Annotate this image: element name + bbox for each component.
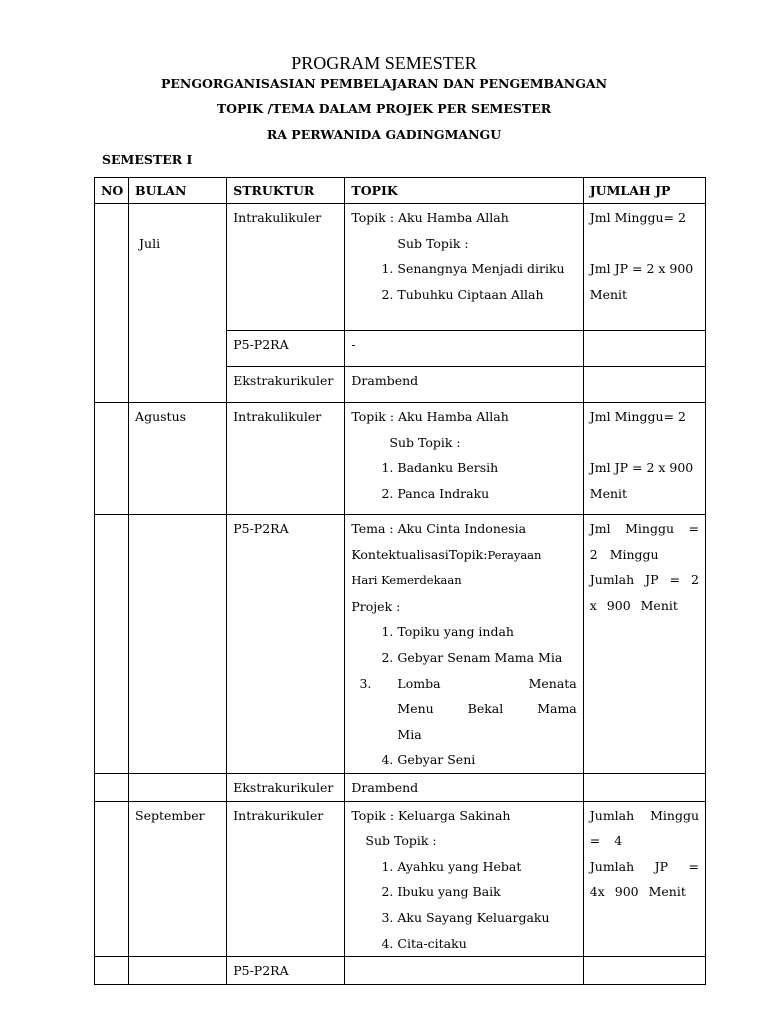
bulan-cell — [129, 957, 227, 985]
list-item: 2. Gebyar Senam Mama Mia — [397, 645, 576, 671]
sub-topik-label: Sub Topik : — [389, 434, 461, 450]
struktur-label: Ekstrakurikuler — [233, 373, 334, 388]
struktur-label: Ekstrakurikuler — [233, 779, 334, 795]
struktur-cell — [227, 331, 345, 367]
no-cell — [95, 204, 129, 403]
no-cell — [95, 957, 129, 985]
topik-text: Drambend — [351, 779, 419, 795]
header-topik: TOPIK — [345, 178, 583, 204]
semester-label: SEMESTER I — [102, 152, 193, 167]
no-cell — [95, 403, 129, 515]
table-row — [95, 773, 706, 801]
jumlah-jp-cell — [583, 957, 705, 985]
bulan-cell — [129, 773, 227, 801]
list-item: 3. Aku Sayang Keluargaku — [397, 905, 576, 931]
no-cell — [95, 515, 129, 774]
sub-topik-list — [351, 455, 576, 506]
list-item: 2. Tubuhku Ciptaan Allah — [397, 282, 576, 308]
sub-topik-list — [351, 256, 576, 307]
jml-minggu: Jml Minggu = 2 Minggu — [589, 521, 699, 562]
list-item: 3. Lomba Menata Menu Bekal Mama Mia — [397, 671, 576, 748]
topik-cell — [345, 331, 583, 367]
struktur-cell — [227, 957, 345, 985]
bulan-cell — [129, 515, 227, 774]
jumlah-jp-cell — [583, 331, 705, 367]
jumlah-jp-cell — [583, 801, 705, 957]
list-item: 2. Panca Indraku — [397, 481, 576, 507]
table-row — [95, 957, 706, 985]
jumlah-jp-cell — [583, 204, 705, 331]
kontekstualisasi-topik — [351, 542, 576, 569]
table-row — [95, 801, 706, 957]
struktur-label: P5-P2RA — [233, 521, 289, 536]
topik-cell — [345, 403, 583, 515]
subtitle-line-1: PENGORGANISASIAN PEMBELAJARAN DAN PENGEMBANGAN — [160, 76, 608, 91]
topik-title: Topik : Aku Hamba Allah — [351, 210, 509, 225]
sub-topik-list — [351, 854, 576, 956]
jml-minggu: Jml Minggu= 2 — [589, 409, 686, 424]
list-item: 2. Ibuku yang Baik — [397, 879, 576, 905]
topik-cell — [345, 957, 583, 985]
struktur-cell — [227, 403, 345, 515]
kontekstualisasi-value: Perayaan — [487, 547, 542, 562]
bulan-cell — [129, 204, 227, 403]
struktur-label: Intrakulikuler — [233, 409, 322, 424]
header-jumlah-jp: JUMLAH JP — [583, 178, 705, 204]
bulan-cell — [129, 801, 227, 957]
projek-list — [351, 619, 576, 773]
list-item: 4. Gebyar Seni — [397, 747, 576, 773]
topik-cell — [345, 204, 583, 331]
list-item: 1. Badanku Bersih — [397, 455, 576, 481]
projek-label: Projek : — [351, 598, 401, 614]
table-row — [95, 403, 706, 515]
jml-jp: Jumlah JP = 4x 900 Menit — [589, 858, 699, 900]
header-bulan: BULAN — [129, 178, 227, 204]
jumlah-jp-cell — [583, 403, 705, 515]
struktur-label: Intrakulikuler — [233, 210, 322, 225]
table-row — [95, 204, 706, 331]
header-no: NO — [95, 178, 129, 204]
topik-cell — [345, 515, 583, 774]
bulan-agustus: Agustus — [135, 409, 187, 424]
jumlah-jp-cell — [583, 515, 705, 774]
struktur-cell — [227, 801, 345, 957]
jumlah-jp-cell — [583, 773, 705, 801]
bulan-juli: Juli — [139, 236, 161, 251]
struktur-cell — [227, 515, 345, 774]
jumlah-jp-cell — [583, 367, 705, 403]
subtitle-line-2: TOPIK /TEMA DALAM PROJEK PER SEMESTER — [216, 101, 552, 116]
no-cell — [95, 801, 129, 957]
document-title: PROGRAM SEMESTER — [291, 53, 477, 73]
bulan-september: September — [135, 807, 205, 823]
struktur-cell — [227, 367, 345, 403]
topik-title: Topik : Aku Hamba Allah — [351, 409, 509, 424]
list-item: 1. Senangnya Menjadi diriku — [397, 256, 576, 282]
jml-jp: Jumlah JP = 2 x 900 Menit — [589, 572, 699, 613]
program-table — [94, 177, 706, 985]
header-struktur: STRUKTUR — [227, 178, 345, 204]
jml-jp: Jml JP = 2 x 900 Menit — [589, 460, 694, 501]
topik-text: Drambend — [351, 373, 419, 388]
table-row — [95, 515, 706, 774]
struktur-cell — [227, 773, 345, 801]
sub-topik-label: Sub Topik : — [365, 833, 437, 849]
jml-minggu: Jumlah Minggu = 4 — [589, 807, 699, 849]
struktur-label: Intrakurikuler — [233, 807, 324, 823]
jml-jp: Jml JP = 2 x 900 Menit — [589, 261, 694, 302]
topik-title: Topik : Keluarga Sakinah — [351, 807, 511, 823]
no-cell — [95, 773, 129, 801]
topik-cell — [345, 367, 583, 403]
topik-text: - — [351, 337, 356, 352]
bulan-cell — [129, 403, 227, 515]
kontekstualisasi-label: KontektualisasiTopik: — [351, 546, 488, 562]
tema-title: Tema : Aku Cinta Indonesia — [351, 521, 527, 536]
list-item: 1. Ayahku yang Hebat — [397, 854, 576, 880]
struktur-label: P5-P2RA — [233, 963, 289, 979]
struktur-cell — [227, 204, 345, 331]
kontekstualisasi-value-cont: Hari Kemerdekaan — [351, 573, 462, 588]
list-item: 1. Topiku yang indah — [397, 619, 576, 645]
topik-cell — [345, 801, 583, 957]
topik-cell — [345, 773, 583, 801]
sub-topik-label: Sub Topik : — [397, 235, 469, 251]
subtitle-line-3: RA PERWANIDA GADINGMANGU — [266, 127, 502, 142]
table-header-row — [95, 178, 706, 204]
list-item: 4. Cita-citaku — [397, 931, 576, 957]
struktur-label: P5-P2RA — [233, 337, 289, 352]
jml-minggu: Jml Minggu= 2 — [589, 210, 686, 225]
